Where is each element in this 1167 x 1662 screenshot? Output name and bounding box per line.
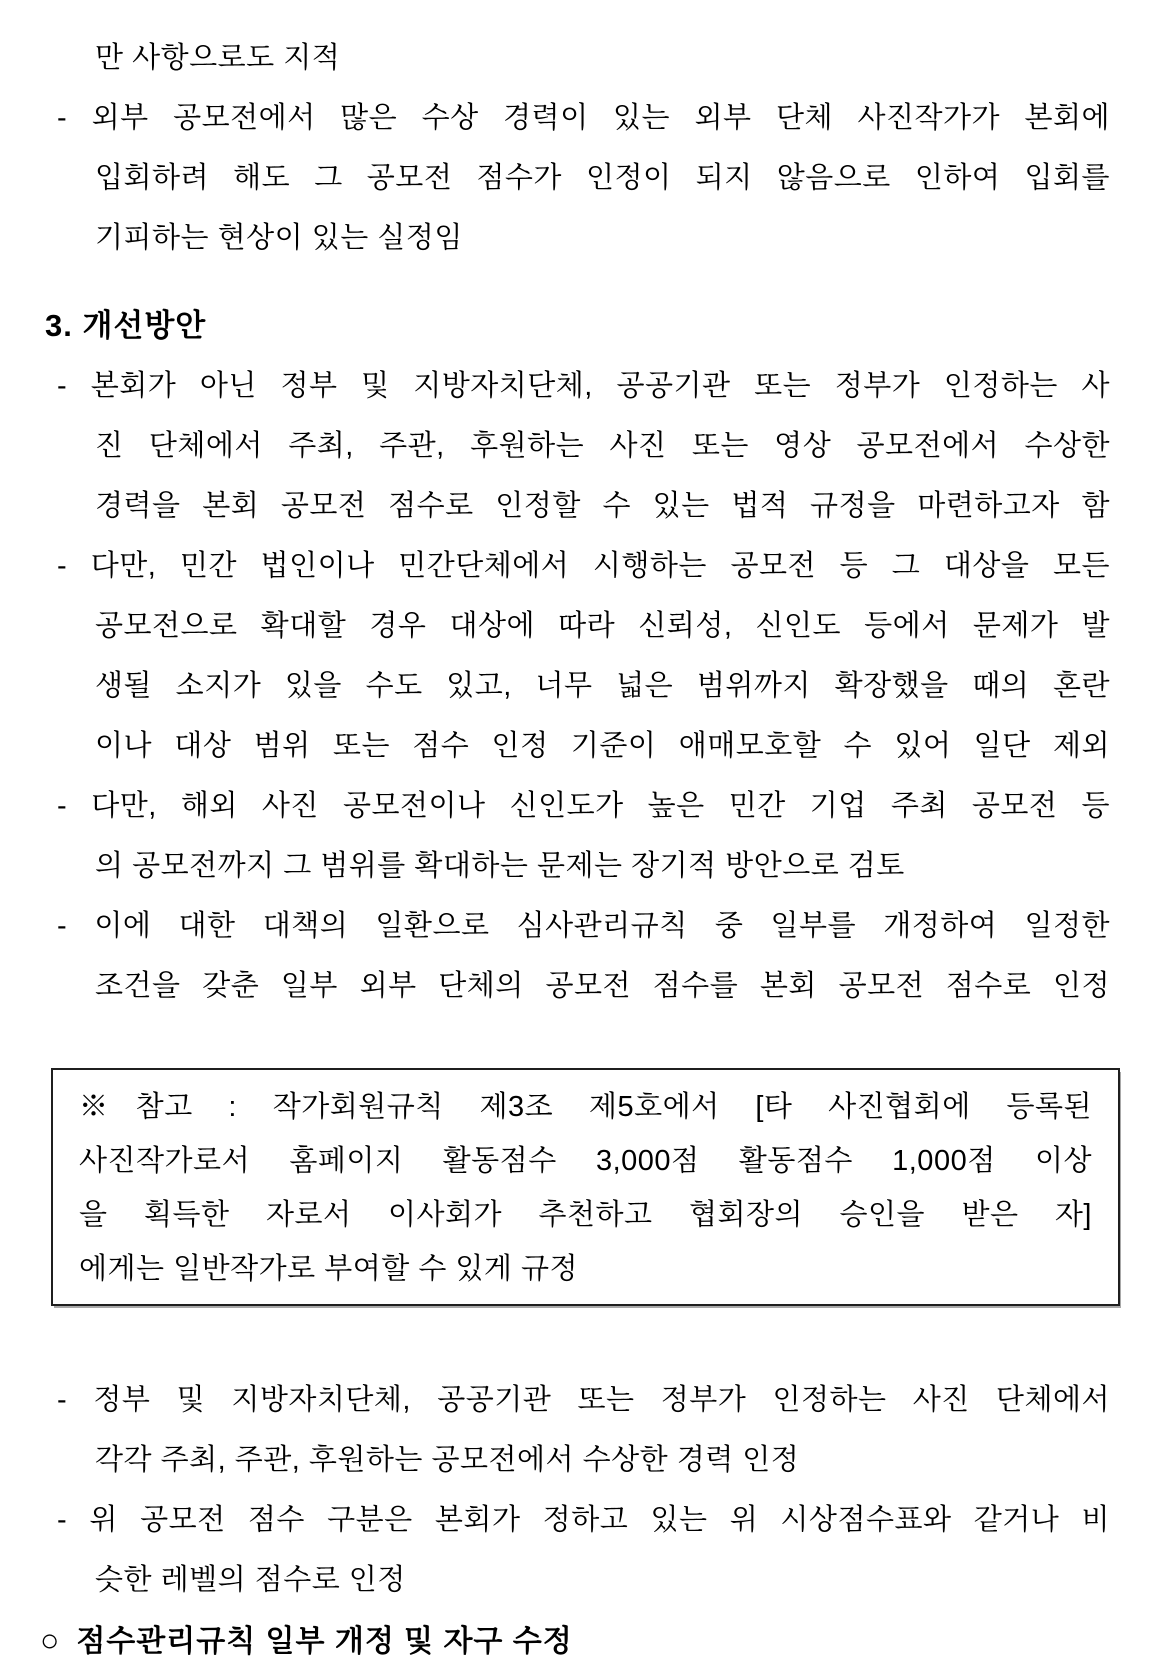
bullet-line: 각각 주최, 주관, 후원하는 공모전에서 수상한 경력 인정 xyxy=(95,1444,800,1476)
note-line: ※참고 : 작가회원규칙 제3조 제5호에서 [타 사진협회에 등록된 xyxy=(79,1091,1092,1123)
final-text: 점수관리규칙 일부 개정 및 자구 수정 xyxy=(76,1625,573,1658)
note-box xyxy=(51,1068,1120,1306)
section-heading: 3. 개선방안 xyxy=(45,308,207,343)
bullet-line: 생될 소지가 있을 수도 있고, 너무 넓은 범위까지 확장했을 때의 혼란 xyxy=(95,670,1110,702)
bullet-line xyxy=(57,356,1110,416)
bullet-text: 다만, 해외 사진 공모전이나 신인도가 높은 민간 기업 주최 공모전 등 xyxy=(91,790,1110,822)
bullet-text: 본회가 아닌 정부 및 지방자치단체, 공공기관 또는 정부가 인정하는 사 xyxy=(90,370,1110,402)
note-line: 에게는 일반작가로 부여할 수 있게 규정 xyxy=(79,1253,579,1285)
bullet-text: 다만, 민간 법인이나 민간단체에서 시행하는 공모전 등 그 대상을 모든 xyxy=(90,550,1110,582)
bullet-dash: - xyxy=(57,370,68,402)
bullet-text: 이에 대한 대책의 일환으로 심사관리규칙 중 일부를 개정하여 일정한 xyxy=(94,910,1110,942)
bullet-line: 경력을 본회 공모전 점수로 인정할 수 있는 법적 규정을 마련하고자 함 xyxy=(95,490,1110,522)
note-line: 을 획득한 자로서 이사회가 추천하고 협회장의 승인을 받은 자] xyxy=(79,1199,1092,1231)
circle-marker: ○ xyxy=(40,1622,61,1658)
bullet-line: 입회하려 해도 그 공모전 점수가 인정이 되지 않음으로 인하여 입회를 xyxy=(95,162,1110,194)
bullet-line: 진 단체에서 주최, 주관, 후원하는 사진 또는 영상 공모전에서 수상한 xyxy=(95,430,1110,462)
bullet-dash: - xyxy=(57,790,68,822)
bullet-line xyxy=(57,776,1110,836)
bullet-dash: - xyxy=(57,1504,68,1536)
bullet-dash: - xyxy=(57,1384,68,1416)
bullet-line xyxy=(57,88,1110,148)
bullet-dash: - xyxy=(57,550,68,582)
bullet-text: 외부 공모전에서 많은 수상 경력이 있는 외부 단체 사진작가가 본회에 xyxy=(91,102,1110,134)
bullet-line: 의 공모전까지 그 범위를 확대하는 문제는 장기적 방안으로 검토 xyxy=(95,850,905,882)
bullet-line xyxy=(57,536,1110,596)
intro-line: 만 사항으로도 지적 xyxy=(95,42,341,74)
note-line: 사진작가로서 홈페이지 활동점수 3,000점 활동점수 1,000점 이상 xyxy=(79,1145,1092,1177)
bullet-line xyxy=(57,1490,1110,1550)
bullet-dash: - xyxy=(57,102,68,134)
final-item xyxy=(40,1610,1110,1662)
bullet-line: 공모전으로 확대할 경우 대상에 따라 신뢰성, 신인도 등에서 문제가 발 xyxy=(95,610,1110,642)
bullet-line xyxy=(57,896,1110,956)
bullet-line: 조건을 갖춘 일부 외부 단체의 공모전 점수를 본회 공모전 점수로 인정 xyxy=(95,970,1110,1002)
bullet-line xyxy=(57,1370,1110,1430)
bullet-dash: - xyxy=(57,910,68,942)
bullet-text: 정부 및 지방자치단체, 공공기관 또는 정부가 인정하는 사진 단체에서 xyxy=(93,1384,1110,1416)
bullet-line: 이나 대상 범위 또는 점수 인정 기준이 애매모호할 수 있어 일단 제외 xyxy=(95,730,1110,762)
bullet-text: 위 공모전 점수 구분은 본회가 정하고 있는 위 시상점수표와 같거나 비 xyxy=(89,1504,1110,1536)
bullet-line: 기피하는 현상이 있는 실정임 xyxy=(95,222,463,254)
bullet-line: 슷한 레벨의 점수로 인정 xyxy=(95,1564,406,1596)
